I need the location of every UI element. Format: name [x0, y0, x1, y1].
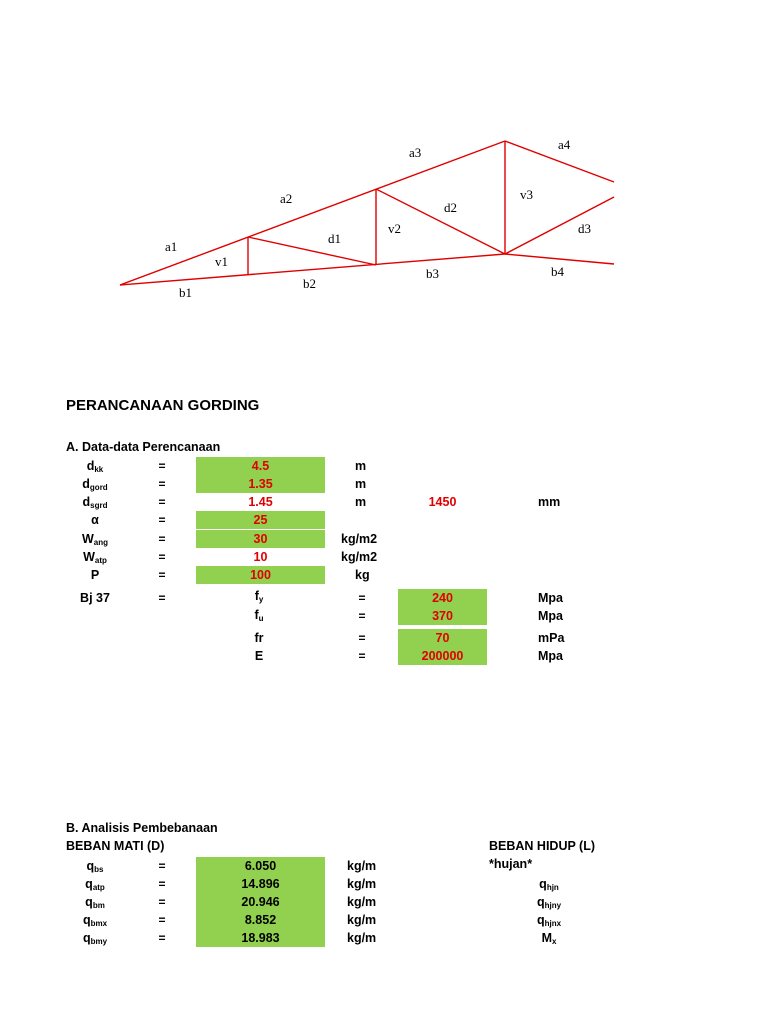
param-value[interactable]: 10 — [253, 550, 268, 564]
load-symbol: $q_{bm}$ — [85, 895, 105, 910]
label-d1: d1 — [328, 231, 341, 246]
load-unit: kg/m — [347, 859, 377, 873]
prop-symbol: fr — [254, 631, 264, 645]
member-d1 — [248, 237, 376, 265]
section-b-title: B. Analisis Pembebanaan — [66, 821, 218, 835]
label-v3: v3 — [520, 187, 533, 202]
label-b2: b2 — [303, 276, 316, 291]
equals-sign: = — [158, 513, 166, 527]
prop-unit: Mpa — [538, 591, 563, 605]
param-symbol: $d_{sgrd}$ — [82, 495, 108, 510]
equals-sign: = — [158, 877, 166, 891]
load-value[interactable]: 6.050 — [196, 857, 325, 875]
equals-sign: = — [158, 895, 166, 909]
label-b4: b4 — [551, 264, 564, 279]
equals-sign: = — [158, 859, 166, 873]
param-value[interactable]: 1.35 — [196, 475, 325, 493]
prop-value[interactable]: 200000 — [398, 647, 487, 665]
equals-sign: = — [158, 931, 166, 945]
prop-value[interactable]: 370 — [398, 607, 487, 625]
load-value[interactable]: 18.983 — [196, 929, 325, 947]
truss-diagram — [0, 0, 768, 330]
section-a-title: A. Data-data Perencanaan — [66, 440, 221, 454]
label-v2: v2 — [388, 221, 401, 236]
label-b1: b1 — [179, 285, 192, 300]
member-d3 — [505, 197, 614, 254]
prop-symbol: E — [254, 649, 264, 663]
member-b4 — [505, 254, 614, 264]
param-unit: kg/m2 — [341, 532, 378, 546]
load-unit: kg/m — [347, 895, 377, 909]
param-symbol: $W_{ang}$ — [81, 532, 109, 547]
prop-unit: Mpa — [538, 649, 563, 663]
load-unit: kg/m — [347, 931, 377, 945]
load-unit: kg/m — [347, 877, 377, 891]
load-symbol: $q_{bmy}$ — [82, 931, 108, 946]
equals-sign: = — [158, 913, 166, 927]
prop-symbol: $f_u$ — [254, 608, 264, 623]
label-v1: v1 — [215, 254, 228, 269]
param-value[interactable]: 30 — [196, 530, 325, 548]
equals-sign: = — [158, 495, 166, 509]
param-value[interactable]: 4.5 — [196, 457, 325, 475]
equals-sign: = — [158, 591, 166, 605]
param-unit: m — [355, 459, 367, 473]
param-unit: kg/m2 — [341, 550, 378, 564]
param-symbol: $d_{kk}$ — [86, 459, 104, 474]
load-value[interactable]: 14.896 — [196, 875, 325, 893]
equals-sign: = — [358, 631, 366, 645]
param-value[interactable]: 25 — [196, 511, 325, 529]
label-a2: a2 — [280, 191, 293, 206]
param-symbol: $W_{atp}$ — [83, 550, 107, 565]
equals-sign: = — [358, 649, 366, 663]
equals-sign: = — [158, 532, 166, 546]
label-d2: d2 — [444, 200, 457, 215]
live-load-title: BEBAN HIDUP (L) — [489, 839, 596, 853]
label-b3: b3 — [426, 266, 439, 281]
live-load-symbol: $q_{hjn}$ — [539, 877, 559, 892]
equals-sign: = — [158, 550, 166, 564]
param-value[interactable]: 1.45 — [248, 495, 273, 509]
load-symbol: $q_{atp}$ — [85, 877, 105, 892]
param-unit: m — [355, 477, 367, 491]
equals-sign: = — [158, 568, 166, 582]
param-unit: kg — [355, 568, 370, 582]
equals-sign: = — [358, 609, 366, 623]
page-title: PERANCANAAN GORDING — [66, 397, 260, 414]
material-name: Bj 37 — [80, 591, 110, 605]
prop-symbol: $f_y$ — [254, 589, 264, 604]
load-unit: kg/m — [347, 913, 377, 927]
label-a4: a4 — [558, 137, 571, 152]
label-a3: a3 — [409, 145, 422, 160]
param-value[interactable]: 100 — [196, 566, 325, 584]
live-load-subtitle: *hujan* — [489, 857, 533, 871]
label-a1: a1 — [165, 239, 178, 254]
load-symbol: $q_{bmx}$ — [82, 913, 108, 928]
param-symbol: $d_{gord}$ — [82, 477, 108, 492]
live-load-symbol: $q_{hjny}$ — [536, 895, 562, 910]
param-converted-value: 1450 — [428, 495, 457, 509]
equals-sign: = — [158, 477, 166, 491]
param-symbol: P — [90, 568, 100, 582]
dead-load-title: BEBAN MATI (D) — [66, 839, 165, 853]
load-value[interactable]: 8.852 — [196, 911, 325, 929]
load-symbol: $q_{bs}$ — [86, 859, 104, 874]
live-load-symbol: $q_{hjnx}$ — [536, 913, 562, 928]
param-converted-unit: mm — [538, 495, 561, 509]
prop-value[interactable]: 70 — [398, 629, 487, 647]
load-value[interactable]: 20.946 — [196, 893, 325, 911]
equals-sign: = — [358, 591, 366, 605]
equals-sign: = — [158, 459, 166, 473]
live-load-symbol: $M_x$ — [541, 931, 557, 946]
prop-unit: Mpa — [538, 609, 563, 623]
param-symbol: α — [91, 513, 99, 527]
prop-value[interactable]: 240 — [398, 589, 487, 607]
label-d3: d3 — [578, 221, 591, 236]
prop-unit: mPa — [538, 631, 565, 645]
param-unit: m — [355, 495, 367, 509]
